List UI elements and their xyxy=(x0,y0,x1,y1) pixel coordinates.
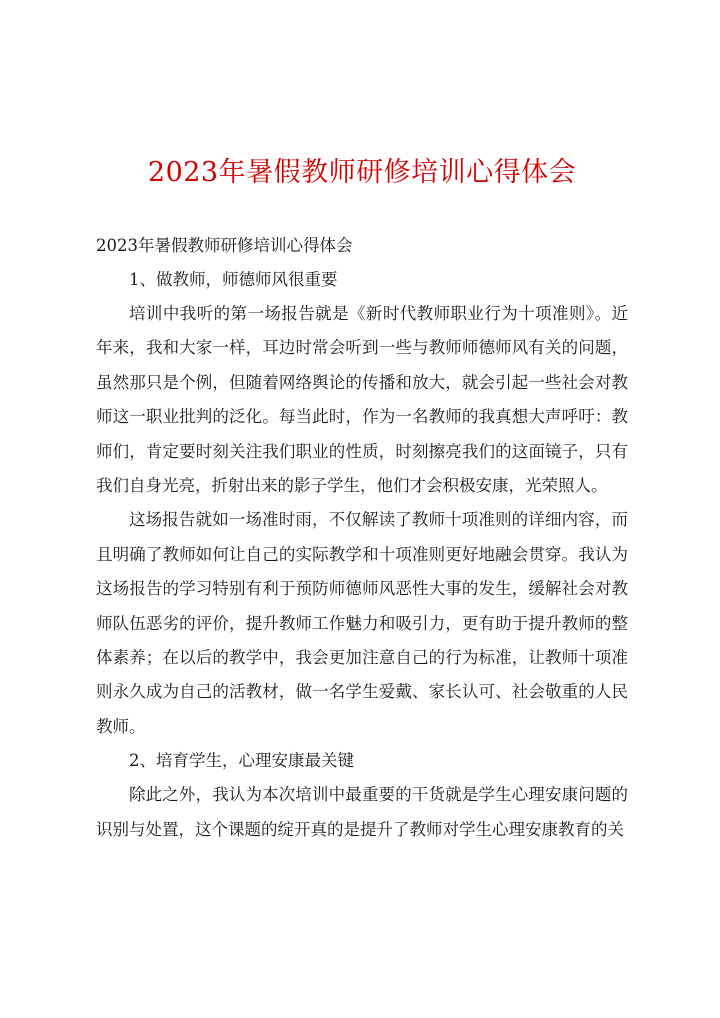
document-subtitle: 2023年暑假教师研修培训心得体会 xyxy=(96,236,353,255)
section-heading-1: 1、做教师，师德师风很重要 xyxy=(129,270,338,289)
paragraph-1-2: 这场报告就如一场准时雨，不仅解读了教师十项准则的详细内容，而且明确了教师如何让自己的实际教学和十项准则更好地融会贯穿。我认为这场报告的学习特别有利于预防师德师风恶性大事的发生，缓解社会对教师队伍恶劣的评价，提升教师工作魅力和吸引力，更有助于提升教师的整体素养；在以后的教学中，我会更加注意自己的行为标准，让教师十项准则永久成为自己的活教材，做一名学生爱戴、家长认可、社会敬重的人民教师。 xyxy=(96,510,628,736)
section-heading-2: 2、培育学生，心理安康最关键 xyxy=(129,751,354,771)
paragraph-1-1: 培训中我听的第一场报告就是《新时代教师职业行为十项准则》。近年来，我和大家一样，耳边时常会听到一些与教师师德师风有关的问题，虽然那只是个例，但随着网络舆论的传播和放大，就会引起一些社会对教师这一职业批判的泛化。每当此时，作为一名教师的我真想大声呼吁：教师们，肯定要时刻关注我们职业的性质，时刻擦亮我们的这面镜子，只有我们自身光亮，折射出来的影子学生，他们才会积极安康，光荣照人。 xyxy=(96,304,628,496)
paragraph-2-1: 除此之外，我认为本次培训中最重要的干货就是学生心理安康问题的识别与处置，这个课题的绽开真的是提升了教师对学生心理安康教育的关 xyxy=(96,785,628,839)
document-title: 2023年暑假教师研修培训心得体会 xyxy=(147,157,577,188)
